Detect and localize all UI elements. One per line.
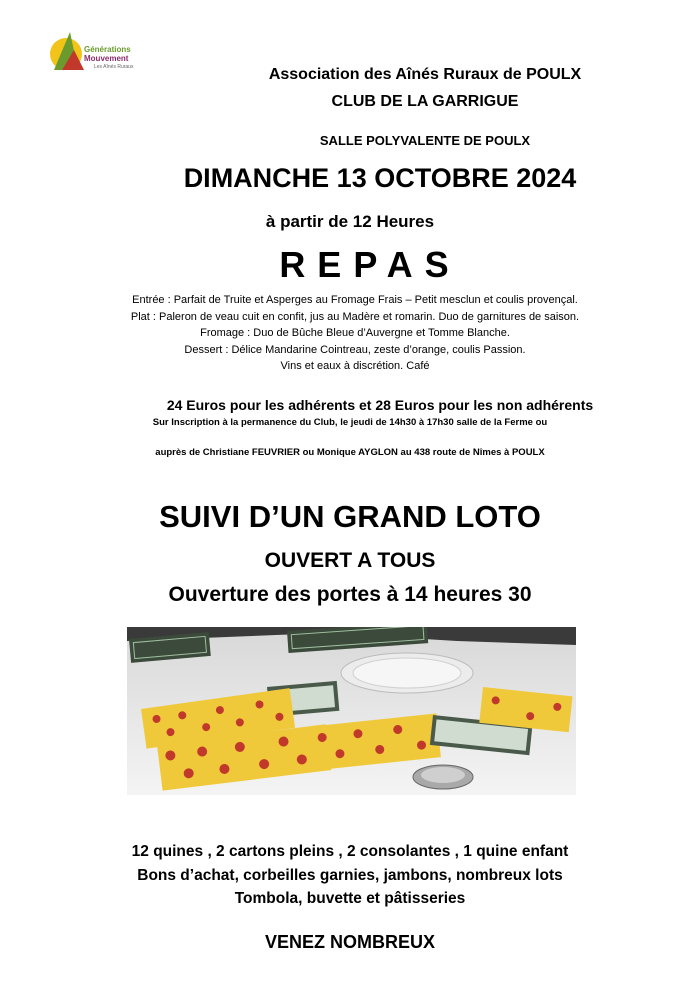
menu-list [45,292,665,375]
prizes-list [60,840,640,911]
doors-opening-time: Ouverture des portes à 14 heures 30 [168,583,532,606]
menu-item-dessert: Dessert : Délice Mandarine Cointreau, zeste d’orange, coulis Passion. [184,343,526,356]
loto-cards-photo [127,627,576,795]
signup-line-2: auprès de Christiane FEUVRIER ou Monique AYGLON au 438 route de Nîmes à POULX [155,447,545,458]
price-line: 24 Euros pour les adhérents et 28 Euros pour les non adhérents [166,397,594,413]
start-time: à partir de 12 Heures [265,212,435,231]
menu-item-entree: Entrée : Parfait de Truite et Asperges au Fromage Frais – Petit mesclun et coulis provençal. [132,294,578,306]
loto-open-to-all: OUVERT A TOUS [264,549,436,572]
prizes-line-2: Bons d’achat, corbeilles garnies, jambons, nombreux lots [137,866,563,884]
meal-title: REPAS [279,244,461,285]
menu-item-drinks: Vins et eaux à discrétion. Café [280,360,430,373]
prizes-line-3: Tombola, buvette et pâtisseries [234,890,466,907]
signup-line-1: Sur Inscription à la permanence du Club, le jeudi de 14h30 à 17h30 salle de la Ferme ou [152,417,548,428]
loto-title: SUIVI D’UN GRAND LOTO [159,499,541,534]
logo-text-generations: Générations [84,45,131,54]
event-date: DIMANCHE 13 OCTOBRE 2024 [183,163,577,193]
closing-call: VENEZ NOMBREUX [264,932,435,952]
menu-item-plat: Plat : Paleron de veau cuit en confit, jus au Madère et romarin. Duo de garnitures de saison. [130,310,580,323]
venue: SALLE POLYVALENTE DE POULX [319,133,531,148]
logo-text-aines-ruraux: Les Aînés Ruraux [94,64,134,70]
menu-item-fromage: Fromage : Duo de Bûche Bleue d’Auvergne et Tomme Blanche. [200,327,510,340]
association-name: Association des Aînés Ruraux de POULX [268,66,582,83]
logo-text-mouvement: Mouvement [84,54,129,63]
club-name: CLUB DE LA GARRIGUE [331,93,519,110]
prizes-line-1: 12 quines , 2 cartons pleins , 2 consolantes , 1 quine enfant [131,843,569,860]
